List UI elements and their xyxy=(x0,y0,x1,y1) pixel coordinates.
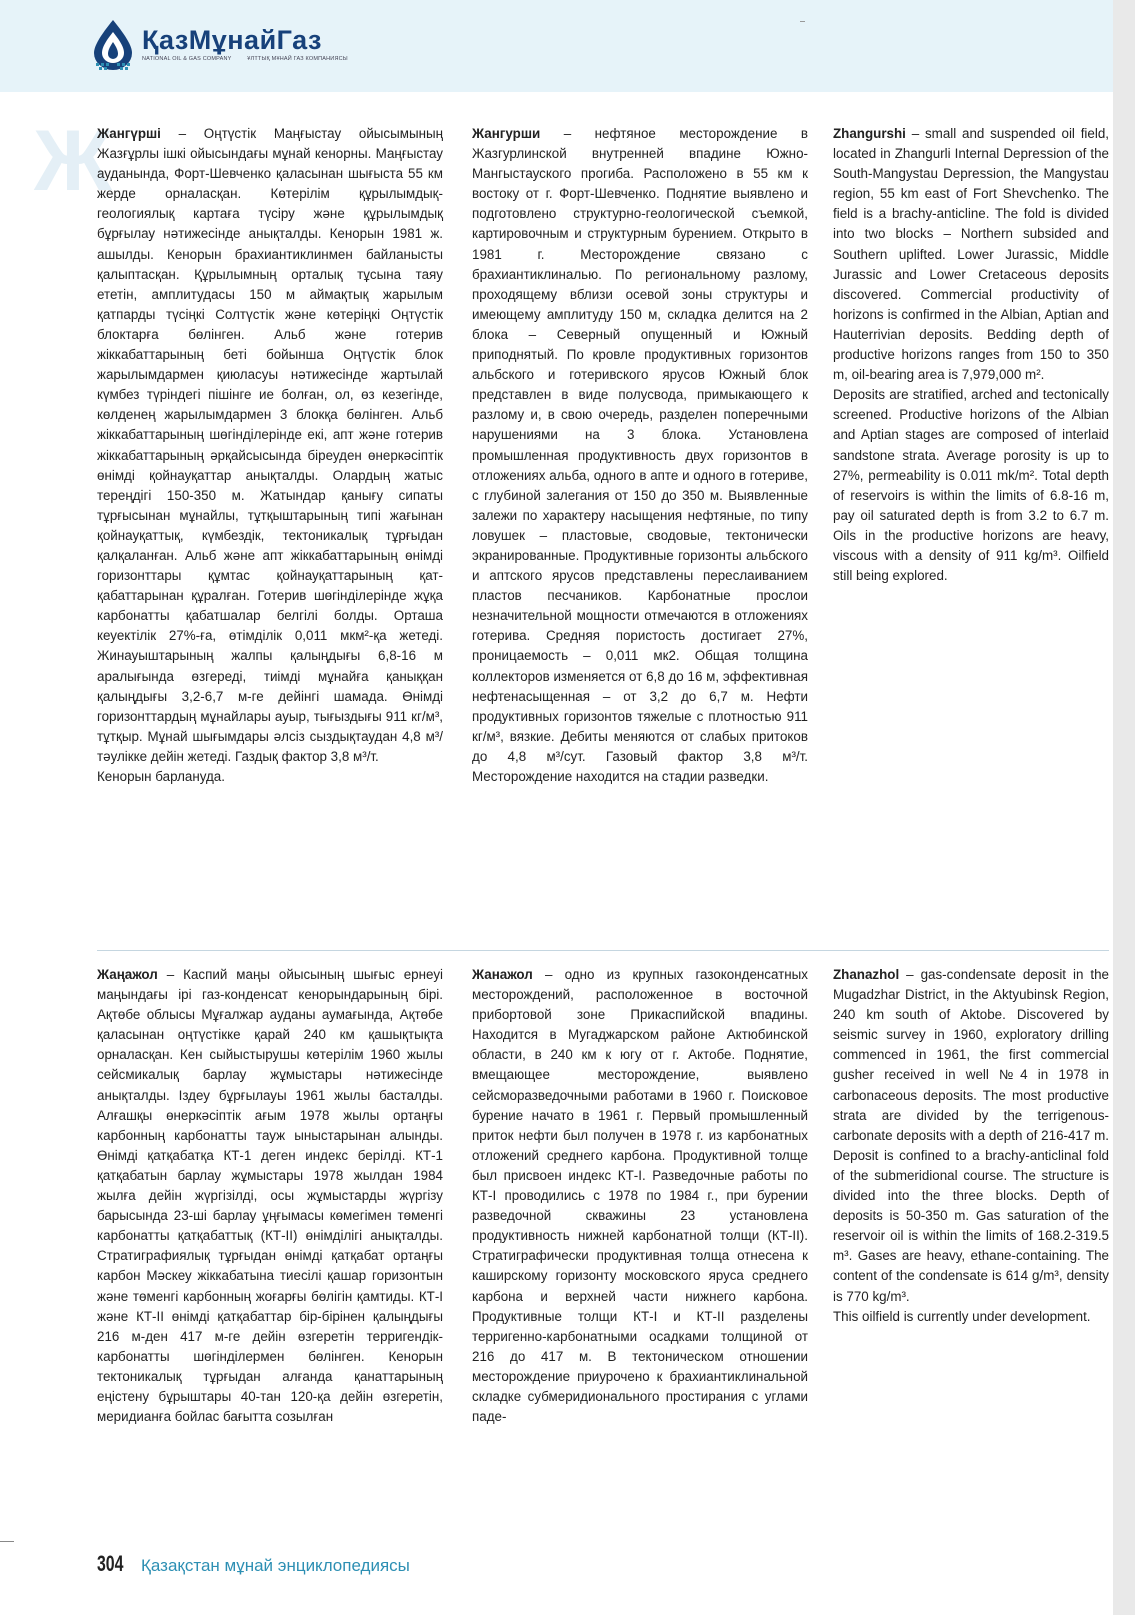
entry-zhangurshi-kz xyxy=(97,124,443,787)
page-edge xyxy=(1113,0,1135,1615)
entry-term: Жангүрші xyxy=(97,126,161,141)
logo-name: ҚазМұнайГаз xyxy=(142,25,322,55)
margin-rule xyxy=(0,1541,14,1542)
scan-mark xyxy=(800,21,805,22)
entry-text: – gas-condensate deposit in the Mugadzhar District, in the Aktyubinsk Region, 240 km south of Aktobe. Discovered by seismic survey in 1960, exploratory drilling commenced in 1961, the first commercial gusher received in well №4 in 1978 in carbonaceous deposits. The most productive strata are divided by the terrigenous-carbonate deposits with a depth of 216-417 m. Deposit is confined to a brachy-anticlinal fold of the submeridional course. The structure is divided into the three blocks. Depth of deposits is 50-350 m. Gas saturation of the reservoir oil is within the limits of 168.2-319.5 m³. Gases are heavy, ethane-containing. The content of the condensate is 614 g/m³, density is 770 kg/m³. xyxy=(833,967,1109,1304)
entry-text-2: This oilfield is currently under development. xyxy=(833,1308,1091,1324)
entry-term: Zhanazhol xyxy=(833,967,900,982)
entry-zhanazhol-en xyxy=(833,965,1109,1327)
entry-term: Жангурши xyxy=(472,126,541,141)
entry-text-2: Deposits are stratified, arched and tectonically screened. Productive horizons of the Albian and Aptian stages are composed of interlaid sandstone strata. Average porosity is up to 27%, permeability is 0.011 mk/m². Total depth of reservoirs is within the limits of 6.8-16 m, pay oil saturated depth is from 3.2 to 6.7 m. Oils in the productive horizons are heavy, viscous with a density of 911 kg/m³. Oilfield still being explored. xyxy=(833,387,1109,584)
entry-text: – нефтяное месторождение в Жазгурлинской внутренней впадине Южно-Мангыстауского прогиба. Расположено в 55 км к востоку от г. Форт-Шевченко. Поднятие выявлено и подготовлено структурно-геологической съемкой, картировочным и структурным бурением. Открыто в 1981 г. Месторождение связано с брахиантиклиналью. По региональному разлому, проходящему вблизи осевой зоны структуры и имеющему амплитуду 150 м, складка делится на 2 блока – Северный опущенный и Южный приподнятый. По кровле продуктивных горизонтов альбского и готеривского ярусов Южный блок представлен в виде полусвода, примыкающего к разлому и, в свою очередь, разделен поперечными нарушениями на 3 блока. Установлена промышленная продуктивность двух горизонтов в отложениях альба, одного в апте и одного в готериве, с глубиной залегания от 150 до 350 м. Выявленные залежи по характеру насыщения нефтяные, по типу ловушек – пластовые, сводовые, тектонически экранированные. Продуктивные горизонты альбского и аптского ярусов представлены переслаиванием пластов песчаников. Карбонатные прослои незначительной мощности отмечаются в отложениях готерива. Средняя пористость достигает 27%, проницаемость – 0,011 мк2. Общая толщина коллекторов изменяется от 6,8 до 16 м, эффективная нефтенасыщенная – от 3,2 до 6,7 м. Нефти продуктивных горизонтов тяжелые с плотностью 911 кг/м³, вязкие. Дебиты меняются от слабых притоков до 4,8 м³/сут. Газовый фактор 3,8 м³/т. Месторождение находится на стадии разведки. xyxy=(472,126,808,784)
book-title: Қазақстан мұнай энциклопедиясы xyxy=(141,1556,410,1575)
page-number: 304 xyxy=(97,1551,124,1576)
page-footer xyxy=(97,1551,410,1577)
logo-subtitle-kz: ҰЛТТЫҚ МҰНАЙ ГАЗ КОМПАНИЯСЫ xyxy=(247,56,348,62)
entry-text: – small and suspended oil field, located in Zhangurli Internal Depression of the South-Mangystau Depression, the Mangystau region, 55 km east of Fort Shevchenko. The field is a brachy-anticline. The fold is divided into two blocks – Northern subsided and Southern uplifted. Lower Jurassic, Middle Jurassic and Lower Cretaceous deposits discovered. Commercial productivity of horizons is confirmed in the Albian, Aptian and Hauterrivian deposits. Bedding depth of productive horizons ranges from 150 to 350 m, oil-bearing area is 7,979,000 m². xyxy=(833,126,1109,383)
entry-text: – Каспий маңы ойысының шығыс ернеуі маңындағы ірі газ-конденсат кенорындарының бірі. Ақтөбе облысы Мұғалжар ауданы аумағында, Ақтөбе қаласынан оңтүстікке қарай 240 км қашықтықта орналасқан. Кен сыйыстырушы көтерілім 1960 жылы сейсмикалық барлау жұмыстары нәтижесінде анықталды. Іздеу бұрғылауы 1961 жылы басталды. Алғашқы өнеркәсіптік ағым 1978 жылы ортаңғы карбонның карбонатты тауж ыныстарынан алынды. Өнімді қатқабатқа КТ-1 деген индекс берілді. КТ-1 қатқабатын барлау жұмыстары 1978 жылдан 1984 жылға дейін жүргізілді, осы жұмыстарды жүргізу барысында 23-ші барлау ұңғымасы көмегімен төменгі карбонатты қатқабаттық (КТ-ІІ) өнімділігі анықталды. Стратиграфиялық тұрғыдан өнімді қатқабат ортаңғы карбон Мәскеу жіккабатына тиесілі қашар горизонтын және төменгі карбонның жоғарғы бөлігін қамтиды. КТ-І және КТ-ІІ өнімді қатқабаттар бір-бірінен қалыңдығы 216 м-ден 417 м-ге дейін өзгеретін терригендік-карбонатты шөгінділермен бөлінген. Кенорын тектоникалық тұрғыдан алғанда қанаттарының еңістену бұрыштары 40-тан 120-қа дейін өзгеретін, меридианға бойлас бағытта созылған xyxy=(97,967,443,1425)
logo-subtitle-en: NATIONAL OIL & GAS COMPANY xyxy=(142,56,232,62)
entry-term: Жанажол xyxy=(472,967,533,982)
entry-zhanazhol-ru xyxy=(472,965,808,1427)
entry-text: – одно из крупных газоконденсатных месторождений, расположенное в восточной прибортовой зоне Прикаспийской впадины. Находится в Мугаджарском районе Актюбинской области, в 240 км к югу от г. Актобе. Поднятие, вмещающее месторождение, выявлено сейсморазведочными работами в 1960 г. Поисковое бурение начато в 1961 г. Первый промышленный приток нефти был получен в 1978 г. из карбонатных отложений среднего карбона. Продуктивной толще был присвоен индекс КТ-І. Разведочные работы по КТ-І проводились с 1978 по 1984 г., при бурении разведочной скважины 23 установлена продуктивность нижней карбонатной толщи (КТ-ІІ). Стратиграфически продуктивная толща отнесена к каширскому горизонту московского яруса среднего карбона и верхней части нижнего карбона. Продуктивные толщи КТ-І и КТ-ІІ разделены терригенно-карбонатными осадками толщиной от 216 до 417 м. В тектоническом отношении месторождение приурочено к брахиантиклинальной складке субмеридионального простирания с углами паде- xyxy=(472,967,808,1425)
entry-text: – Оңтүстік Маңғыстау ойысымының Жазғұрлы ішкі ойысындағы мұнай кенорны. Маңғыстау ауданында, Форт-Шевченко қаласынан шығыста 55 км жерде орналасқан. Көтерілім құрылымдық-геологиялық картаға түсіру және құрылымдық бұрғылау нәтижесінде анықталды. Кенорын 1981 ж. ашылды. Кенорын брахиантиклинмен байланысты қалыптасқан. Құрылымның орталық тұсына таяу ететін, амплитудасы 150 м аймақтық жарылым қатпарды түсіңкі Солтүстік және көтеріңкі Оңтүстік блоктарға бөлінген. Альб және готерив жіккабаттарының беті бойынша Оңтүстік блок жарылымдармен қиюласуы нәтижесінде жартылай күмбез түріндегі пішінге ие болған, ол, өз кезегінде, көлденең жарылымдармен 3 блокқа бөлінген. Альб жіккабаттарының шөгінділерінде екі, апт және готерив жіккабаттарының әрқайсысында біреуден өнеркәсіптік өнімді қойнауқаттар анықталды. Олардың жатыс тереңдігі 150-350 м. Жатындар қанығу сипаты тұрғысынан мұнайлы, тұтқыштарының типі жағынан қойнауқаттық, күмбездік, тектоникалық тұрғыдан қалқаланған. Альб және апт жіккабаттарының өнімді горизонттары құмтас қойнауқаттарының қат-қабаттарынан құралған. Готерив шөгінділерінде жұқа карбонатты қабатшалар белгілі болды. Орташа кеуектілік 27%-ға, өтімділік 0,011 мкм²-қа жетеді. Жинауыштарының жалпы қалыңдығы 6,8-16 м аралығында өзгереді, тиімді мұнайға қаныққан қалыңдығы 3,2-6,7 м-ге дейінгі шамада. Өнімді горизонттардың мұнайлары ауыр, тығыздығы 911 кг/м³, тұтқыр. Мұнай шығымдары әлсіз сыздықтаудан 4,8 м³/тәулікке дейін жетеді. Газдық фактор 3,8 м³/т. xyxy=(97,126,443,764)
entry-zhangurshi-en xyxy=(833,124,1109,586)
entry-zhanazhol-kz xyxy=(97,965,443,1427)
logo-subtitle xyxy=(142,56,362,62)
company-logo xyxy=(90,18,362,70)
entry-zhangurshi-ru xyxy=(472,124,808,787)
oil-drop-logo-icon xyxy=(90,18,136,70)
section-divider xyxy=(97,950,1109,951)
section-letter: Ж xyxy=(34,113,112,209)
entry-text-last: Кенорын барлануда. xyxy=(97,769,225,784)
entry-term: Жаңажол xyxy=(97,967,158,982)
entry-term: Zhangurshi xyxy=(833,126,906,141)
